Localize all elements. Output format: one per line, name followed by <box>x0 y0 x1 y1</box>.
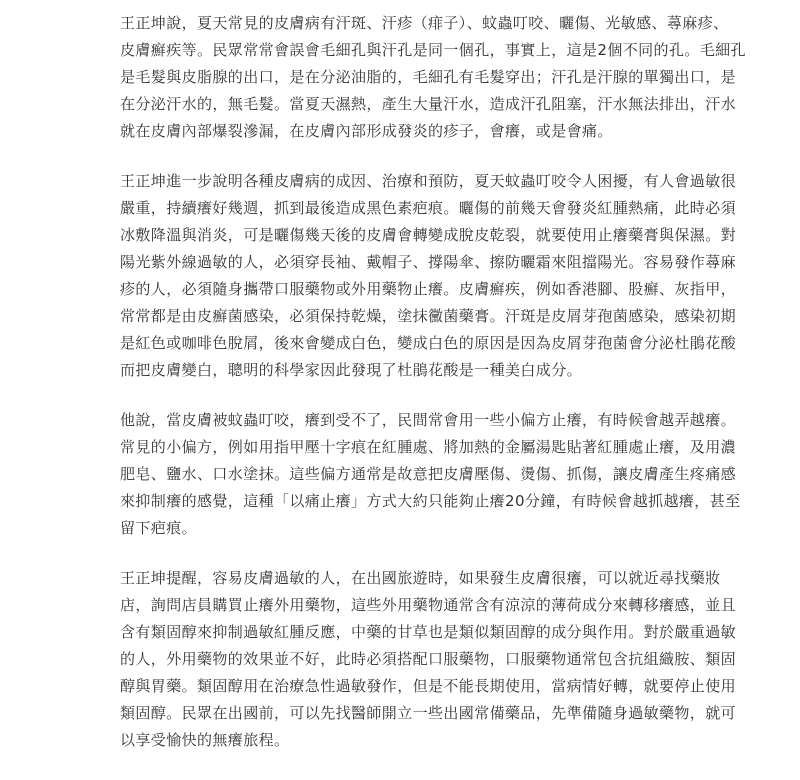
paragraph-line: 疹的人，必須隨身攜帶口服藥物或外用藥物止癢。皮膚癬疾，例如香港腳、股癬、灰指甲， <box>120 280 737 298</box>
paragraph-line: 冰敷降溫與消炎，可是曬傷幾天後的皮膚會轉變成脫皮乾裂，就要使用止癢藥膏與保濕。對 <box>120 226 737 244</box>
paragraph-line: 皮膚癬疾等。民眾常常會誤會毛細孔與汗孔是同一個孔，事實上，這是2個不同的孔。毛細孔 <box>120 41 746 59</box>
paragraph-line: 的人，外用藥物的效果並不好，此時必須搭配口服藥物，口服藥物通常包含抗組織胺、類固 <box>120 650 737 668</box>
paragraph-line: 常見的小偏方，例如用指甲壓十字痕在紅腫處、將加熱的金屬湯匙貼著紅腫處止癢，及用濃 <box>120 438 737 456</box>
paragraph-3 <box>120 384 748 542</box>
paragraph-line: 陽光紫外線過敏的人，必須穿長袖、戴帽子、撐陽傘、擦防曬霜來阻擋陽光。容易發作蕁麻 <box>120 253 737 271</box>
paragraph-line: 類固醇。民眾在出國前，可以先找醫師開立一些出國常備藥品，先準備隨身過敏藥物，就可 <box>120 704 737 722</box>
paragraph-line: 王正坤說，夏天常見的皮膚病有汗斑、汗疹（痱子）、蚊蟲叮咬、曬傷、光敏感、蕁麻疹、 <box>120 14 729 32</box>
article-body <box>120 0 748 754</box>
paragraph-line: 是毛髮與皮脂腺的出口，是在分泌油脂的，毛細孔有毛髮穿出；汗孔是汗腺的單獨出口，是 <box>120 68 737 86</box>
paragraph-line: 王正坤提醒，容易皮膚過敏的人，在出國旅遊時，如果發生皮膚很癢，可以就近尋找藥妝 <box>120 569 721 587</box>
paragraph-line: 嚴重，持續癢好幾週，抓到最後造成黑色素疤痕。曬傷的前幾天會發炎紅腫熱痛，此時必須 <box>120 199 737 217</box>
paragraph-line: 肥皂、鹽水、口水塗抹。這些偏方通常是故意把皮膚壓傷、燙傷、抓傷，讓皮膚產生疼痛感 <box>120 465 737 483</box>
paragraph-1 <box>120 0 748 145</box>
paragraph-line: 來抑制癢的感覺，這種「以痛止癢」方式大約只能夠止癢20分鐘，有時候會越抓越癢，甚至 <box>120 492 741 510</box>
paragraph-4 <box>120 542 748 754</box>
paragraph-line: 留下疤痕。 <box>120 519 198 537</box>
paragraph-line: 店，詢問店員購買止癢外用藥物，這些外用藥物通常含有涼涼的薄荷成分來轉移癢感，並且 <box>120 596 737 614</box>
paragraph-line: 是紅色或咖啡色脫屑，後來會變成白色，變成白色的原因是因為皮屑芽孢菌會分泌杜鵑花酸 <box>120 334 737 352</box>
paragraph-2 <box>120 145 748 384</box>
paragraph-line: 在分泌汗水的，無毛髮。當夏天濕熱，產生大量汗水，造成汗孔阻塞，汗水無法排出，汗水 <box>120 95 737 113</box>
paragraph-line: 常常都是由皮癬菌感染，必須保持乾燥，塗抹黴菌藥膏。汗斑是皮屑芽孢菌感染，感染初期 <box>120 307 737 325</box>
paragraph-line: 他說，當皮膚被蚊蟲叮咬，癢到受不了，民間常會用一些小偏方止癢，有時候會越弄越癢。 <box>120 411 737 429</box>
paragraph-line: 就在皮膚內部爆裂滲漏，在皮膚內部形成發炎的疹子，會癢，或是會痛。 <box>120 122 613 140</box>
paragraph-line: 王正坤進一步說明各種皮膚病的成因、治療和預防，夏天蚊蟲叮咬令人困擾，有人會過敏很 <box>120 172 737 190</box>
paragraph-line: 含有類固醇來抑制過敏紅腫反應，中藥的甘草也是類似類固醇的成分與作用。對於嚴重過敏 <box>120 623 737 641</box>
paragraph-line: 而把皮膚變白，聰明的科學家因此發現了杜鵑花酸是一種美白成分。 <box>120 361 583 379</box>
paragraph-line: 以享受愉快的無癢旅程。 <box>120 731 290 749</box>
paragraph-line: 醇與胃藥。類固醇用在治療急性過敏發作，但是不能長期使用，當病情好轉，就要停止使用 <box>120 677 737 695</box>
